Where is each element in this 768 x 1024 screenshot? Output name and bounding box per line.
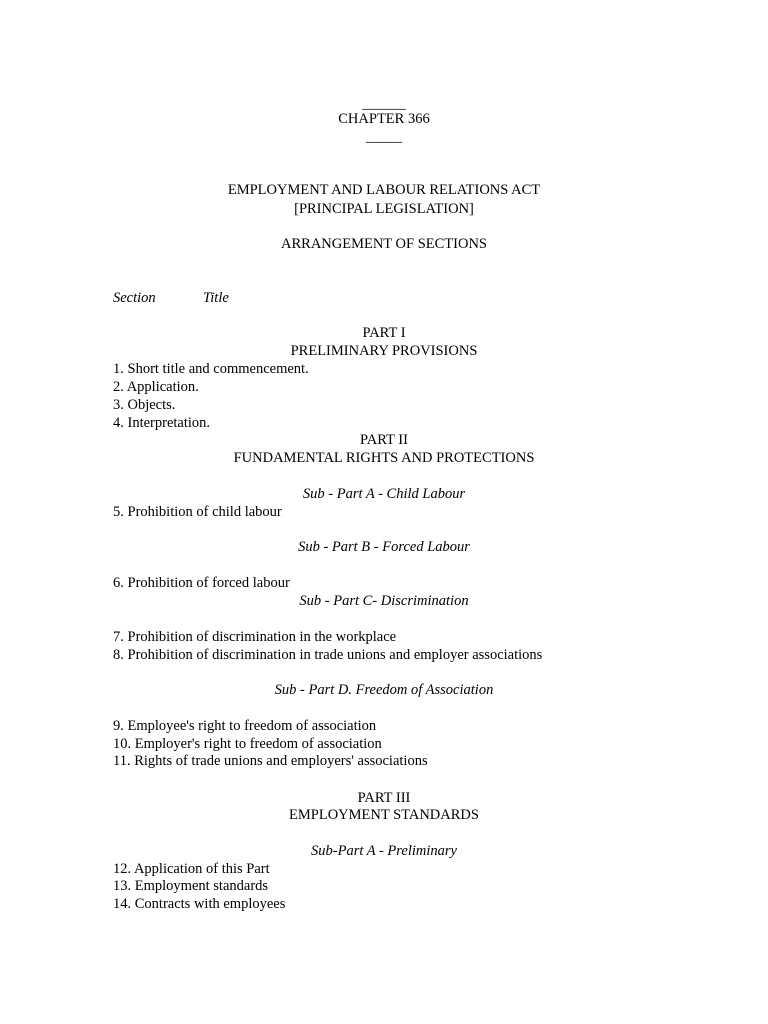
section-item: 10. Employer's right to freedom of association	[113, 736, 382, 752]
section-item: 9. Employee's right to freedom of association	[113, 718, 377, 734]
part-heading: EMPLOYMENT STANDARDS	[289, 807, 479, 823]
part-label: PART II	[360, 432, 408, 448]
act-title: EMPLOYMENT AND LABOUR RELATIONS ACT	[227, 182, 541, 198]
chapter-title: CHAPTER 366	[338, 111, 430, 127]
section-item: 7. Prohibition of discrimination in the workplace	[113, 629, 397, 645]
subpart-heading: Sub - Part A - Child Labour	[302, 486, 466, 502]
part-label: PART III	[357, 790, 411, 806]
chapter-rule-bottom: _____	[365, 129, 403, 145]
section-item: 12. Application of this Part	[113, 861, 270, 877]
column-header-title: Title	[203, 290, 229, 306]
arrangement-heading: ARRANGEMENT OF SECTIONS	[281, 236, 487, 252]
section-item: 14. Contracts with employees	[113, 896, 286, 912]
section-item: 4. Interpretation.	[113, 415, 211, 431]
chapter-rule-top: ______	[362, 96, 406, 112]
section-item: 3. Objects.	[113, 397, 176, 413]
column-header-section: Section	[113, 290, 156, 306]
subpart-heading: Sub-Part A - Preliminary	[311, 843, 457, 859]
subpart-heading: Sub - Part C- Discrimination	[299, 593, 469, 609]
section-item: 8. Prohibition of discrimination in trade unions and employer associations	[113, 647, 543, 663]
part-heading: FUNDAMENTAL RIGHTS AND PROTECTIONS	[233, 450, 535, 466]
subpart-heading: Sub - Part B - Forced Labour	[298, 539, 470, 555]
section-item: 11. Rights of trade unions and employers' associations	[113, 753, 428, 769]
section-item: 2. Application.	[113, 379, 199, 395]
part-label: PART I	[362, 325, 406, 341]
act-subtitle: [PRINCIPAL LEGISLATION]	[294, 201, 474, 217]
section-item: 5. Prohibition of child labour	[113, 504, 282, 520]
section-item: 6. Prohibition of forced labour	[113, 575, 290, 591]
part-heading: PRELIMINARY PROVISIONS	[290, 343, 478, 359]
subpart-heading: Sub - Part D. Freedom of Association	[274, 682, 494, 698]
section-item: 13. Employment standards	[113, 878, 269, 894]
section-item: 1. Short title and commencement.	[113, 361, 309, 377]
